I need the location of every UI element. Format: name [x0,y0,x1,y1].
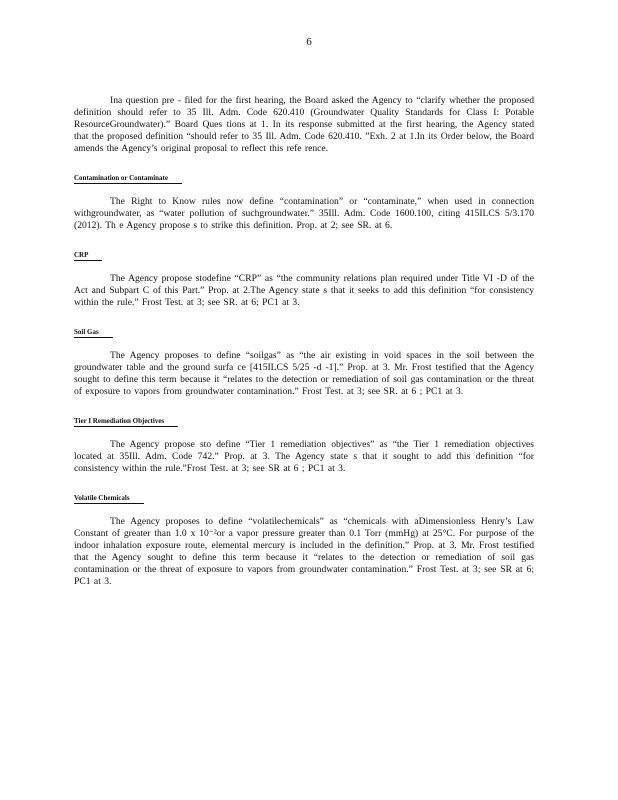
section-heading-crp: CRP [74,250,102,261]
section-paragraph-contamination: The Right to Know rules now define “contamination” or “contaminate,” when used in connection withgroundwater, as “water pollution of suchgroundwater.” 35Ill. Adm. Code 1600.100, citing 415ILCS 5/3.170 (2012). Th e Agency propose s to strike this definition. Prop. at 2; see SR. at 6. [74,196,534,231]
page-number: 6 [306,36,312,48]
section-paragraph-crp: The Agency propose stodefine “CRP” as “the community relations plan required under Title VI -D of the Act and Subpart C of this Part.” Prop. at 2.The Agency state s that it seeks to add this definition “for consistency within the rule.” Frost Test. at 3; see SR. at 6; PC1 at 3. [74,273,534,308]
section-heading-soil-gas: Soil Gas [74,327,113,338]
section-paragraph-tier-1: The Agency propose sto define “Tier 1 remediation objectives” as “the Tier 1 remediation objectives located at 35Ill. Adm. Code 742.” Prop. at 3. The Agency state s that it sought to add this definition “for consistency within the rule.”Frost Test. at 3; see SR at 6 ; PC1 at 3. [74,439,534,474]
section-heading-contamination: Contamination or Contaminate [74,173,182,184]
document-body [74,95,534,588]
intro-paragraph: Ina question pre - filed for the first hearing, the Board asked the Agency to “clarify whether the proposed definition should refer to 35 Ill. Adm. Code 620.410 (Groundwater Quality Standards for Class I: Potable ResourceGroundwater).” Board Ques tions at 1. In its response submitted at the first hearing, the Agency stated that the proposed definition “should refer to 35 Ill. Adm. Code 620.410. ”Exh. 2 at 1.In its Order below, the Board amends the Agency’s original proposal to reflect this refe rence. [74,95,534,154]
section-paragraph-soil-gas: The Agency proposes to define “soilgas” as “the air existing in void spaces in the soil between the groundwater table and the ground surfa ce [415ILCS 5/25 -d -1].” Prop. at 3. Mr. Frost testified that the Agency sought to define this term because it “relates to the detection or remediation of soil gas contamination or the threat of exposure to vapors from groundwater contamination.” Frost Test. at 3; see SR. at 6 ; PC1 at 3. [74,350,534,397]
section-heading-tier-1: Tier I Remediation Objectives [74,416,178,427]
section-paragraph-volatile-chemicals: The Agency proposes to define “volatilechemicals” as “chemicals with aDimensionless Henry’s Law Constant of greater than 1.0 x 10⁻²or a vapor pressure greater than 0.1 Torr (mmHg) at 25°C. For purpose of the indoor inhalation exposure route, elemental mercury is included in the definition.” Prop. at 3. Mr. Frost testified that the Agency sought to define this term because it “relates to the detection or remediation of soil gas contamination or the threat of exposure to vapors from groundwater contamination.” Frost Test. at 3; see SR at 6; PC1 at 3. [74,516,534,587]
section-heading-volatile-chemicals: Volatile Chemicals [74,493,144,504]
